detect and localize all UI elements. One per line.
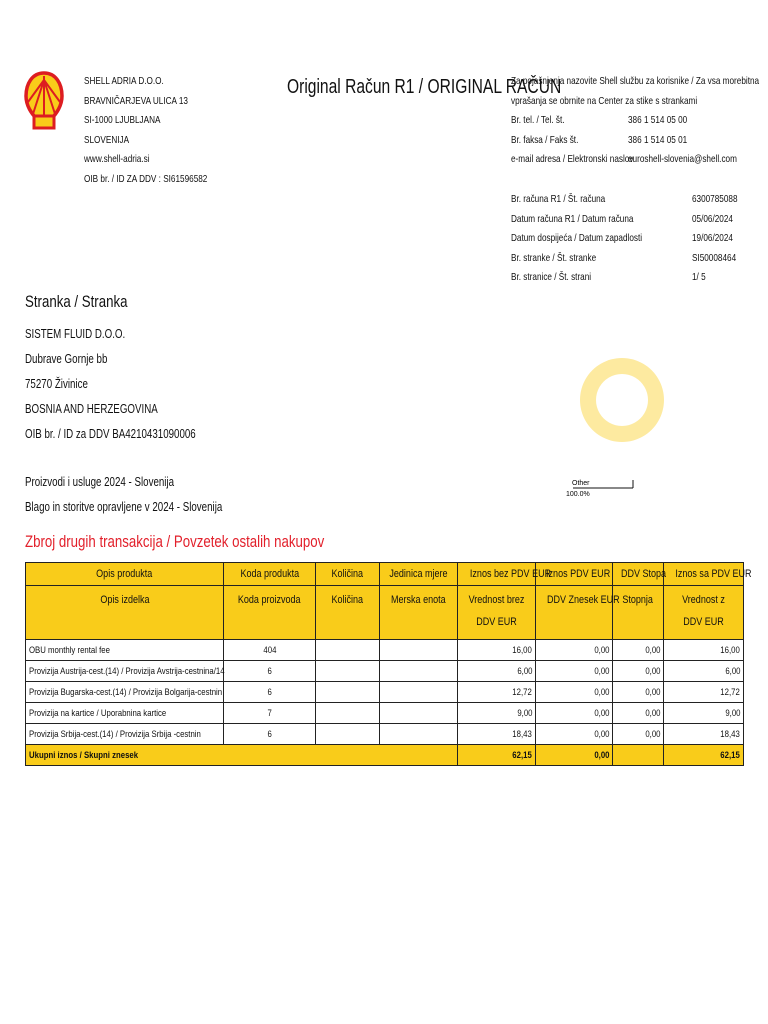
column-header: Količina [316,586,380,640]
table-cell: 7 [224,703,316,724]
table-cell [380,703,458,724]
table-cell [380,661,458,682]
page-number: 1/ 5 [691,271,706,284]
table-cell: 16,00 [664,640,744,661]
column-header: Količina [316,563,380,586]
column-header: Iznos sa PDV EUR [664,563,744,586]
column-header: Iznos bez PDV EUR [458,563,536,586]
contact-label: Br. faksa / Faks št. [511,133,579,146]
table-cell: Provizija Bugarska-cest.(14) / Provizija Bolgarija-cestnin [26,682,224,703]
invoice-date: 05/06/2024 [691,212,733,225]
contact-label: Br. tel. / Tel. št. [511,114,565,126]
table-cell: 16,00 [458,640,536,661]
invoice-info-row [511,268,745,288]
customer-address [25,322,196,447]
invoice-info [511,190,745,288]
table-cell: 0,00 [613,703,664,724]
column-header: Opis produkta [26,563,224,586]
contact-row [511,131,759,151]
slice-percent: 100.0% [566,491,590,498]
table-cell [316,703,380,724]
transactions-table [25,562,752,766]
table-cell: 18,43 [458,724,536,745]
total-vat: 0,00 [536,745,613,766]
table-cell: 6 [224,682,316,703]
invoice-info-row [511,190,745,210]
table-cell: 12,72 [458,682,536,703]
table-cell: 0,00 [613,661,664,682]
table-cell: 0,00 [613,640,664,661]
table-cell: 0,00 [613,682,664,703]
table-cell: Provizija Srbija-cest.(14) / Provizija Srbija -cestnin [26,724,224,745]
column-header: Jedinica mjere [380,563,458,586]
seller-name: SHELL ADRIA D.O.O. [84,75,164,87]
column-header: Stopnja [613,586,664,640]
customer-name: SISTEM FLUID D.O.O. [25,327,126,341]
table-cell: 0,00 [536,661,613,682]
total-gross: 62,15 [664,745,744,766]
contact-label: e-mail adresa / Elektronski naslov [511,153,634,165]
seller-web[interactable]: www.shell-adria.si [84,153,150,165]
contact-intro-1: Za pojašnjenja nazovite Shell službu za korisnike / Za vsa morebitna [511,75,760,87]
table-cell: 9,00 [458,703,536,724]
column-header: Merska enota [380,586,458,640]
table-cell: Provizija na kartice / Uporabnina kartice [26,703,224,724]
contact-intro-2: vprašanja se obrnite na Center za stike s strankami [511,94,698,107]
seller-country: SLOVENIJA [84,133,130,146]
customer-title: Stranka / Stranka [25,292,128,311]
column-header: DDV Znesek EUR [536,586,613,640]
section-title: Zbroj drugih transakcija / Povzetek ostalih nakupov [25,532,325,551]
column-header: Koda proizvoda [224,586,316,640]
table-header-row [26,563,744,586]
document-title: Original Račun R1 / ORIGINAL RAČUN [287,76,562,98]
invoice-info-row [511,229,745,249]
table-cell: 6 [224,661,316,682]
table-row [26,703,744,724]
total-rate [613,745,664,766]
table-cell: OBU monthly rental fee [26,640,224,661]
invoice-info-label: Br. računa R1 / Št. računa [511,193,606,205]
contact-row [511,150,759,170]
table-cell: Provizija Austrija-cest.(14) / Provizija Avstrija-cestnina/14 [26,661,224,682]
invoice-number: 6300785088 [691,193,738,205]
shell-pecten-icon [24,70,64,136]
table-row [26,724,744,745]
table-cell: 6 [224,724,316,745]
invoice-info-label: Br. stranice / Št. strani [511,271,592,284]
table-header-row [26,586,744,640]
products-line-1: Proizvodi i usluge 2024 - Slovenija [25,475,175,489]
column-header: Koda produkta [224,563,316,586]
table-cell [316,682,380,703]
table-total-row [26,745,744,766]
table-cell [380,724,458,745]
table-row [26,640,744,661]
contact-block [511,72,759,170]
table-cell: 9,00 [664,703,744,724]
seller-city: SI-1000 LJUBLJANA [84,114,161,126]
contact-value: 386 1 514 05 01 [628,133,688,146]
seller-street: BRAVNIČARJEVA ULICA 13 [84,94,188,107]
customer-vat: OIB br. / ID za DDV BA4210431090006 [25,427,196,441]
seller-address [84,72,207,189]
table-cell: 18,43 [664,724,744,745]
table-cell: 0,00 [536,682,613,703]
invoice-info-label: Datum dospijeća / Datum zapadlosti [511,232,643,245]
contact-row [511,111,759,131]
table-cell [380,682,458,703]
table-row [26,661,744,682]
table-cell [316,724,380,745]
due-date: 19/06/2024 [691,232,733,245]
total-net: 62,15 [458,745,536,766]
invoice-info-row [511,249,745,269]
contact-email[interactable]: euroshell-slovenia@shell.com [628,153,737,165]
table-cell: 0,00 [536,640,613,661]
products-line-2: Blago in storitve opravljene v 2024 - Slovenija [25,500,223,514]
customer-street: Dubrave Gornje bb [25,352,108,366]
invoice-info-label: Br. stranke / Št. stranke [511,251,597,264]
table-cell: 0,00 [536,703,613,724]
customer-city: 75270 Živinice [25,377,88,391]
column-header: Opis izdelka [26,586,224,640]
table-cell [380,640,458,661]
seller-vat: OIB br. / ID ZA DDV : SI61596582 [84,172,208,185]
pie-slice [580,358,664,442]
table-row [26,682,744,703]
table-cell: 0,00 [613,724,664,745]
column-header: Vrednost brez DDV EUR [458,586,536,640]
invoice-info-label: Datum računa R1 / Datum računa [511,212,634,225]
products-note [25,470,222,520]
donut-chart [560,328,670,498]
contact-value: 386 1 514 05 00 [628,114,688,126]
table-cell [316,640,380,661]
table-cell: 12,72 [664,682,744,703]
column-header: Iznos PDV EUR [536,563,613,586]
total-label: Ukupni iznos / Skupni znesek [26,745,458,766]
column-header: Vrednost z DDV EUR [664,586,744,640]
slice-label: Other [572,480,590,487]
customer-number: SI50008464 [691,251,737,264]
column-header: DDV Stopa [613,563,664,586]
table-cell: 0,00 [536,724,613,745]
table-cell [316,661,380,682]
table-cell: 6,00 [664,661,744,682]
customer-country: BOSNIA AND HERZEGOVINA [25,402,158,416]
invoice-info-row [511,210,745,230]
table-cell: 404 [224,640,316,661]
table-cell: 6,00 [458,661,536,682]
